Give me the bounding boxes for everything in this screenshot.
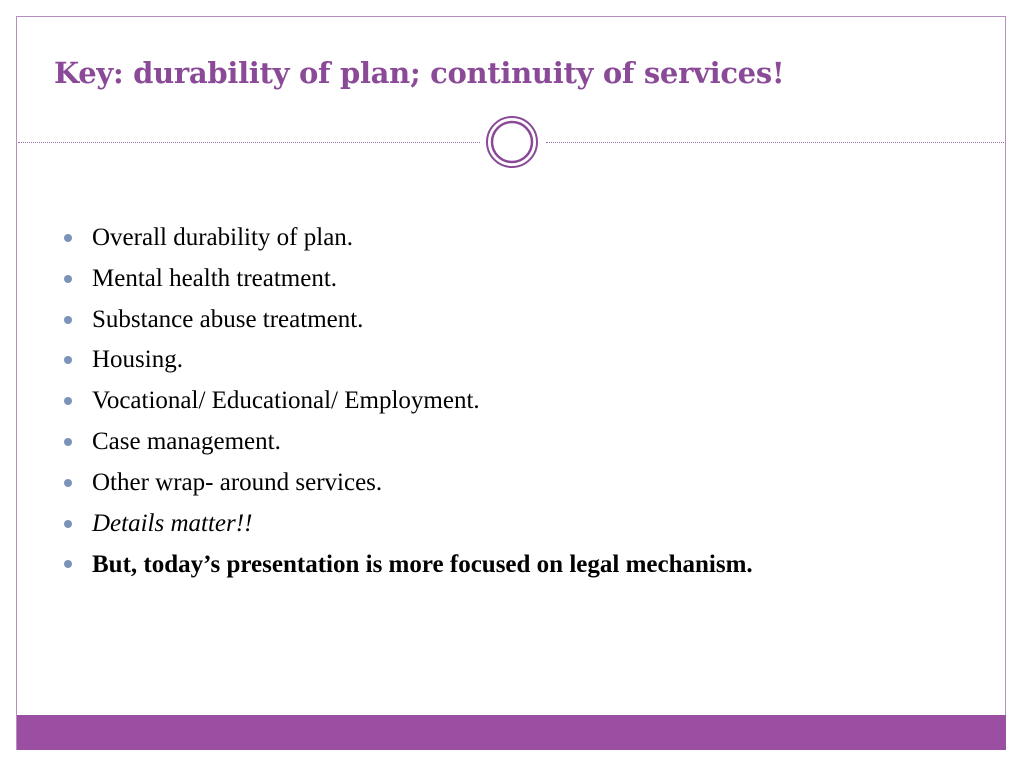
bullet-item <box>62 304 962 336</box>
bullet-text: Vocational/ Educational/ Employment. <box>92 387 480 415</box>
bullet-item <box>62 344 962 376</box>
bullet-dot-icon <box>64 316 72 324</box>
bullet-dot-icon <box>64 275 72 283</box>
bullet-text: Substance abuse treatment. <box>92 305 364 333</box>
bullet-text: Details matter!! <box>92 509 253 537</box>
bullet-text: Case management. <box>92 427 281 455</box>
bullet-text: Housing. <box>92 346 183 374</box>
bullet-dot-icon <box>64 479 72 487</box>
bullet-dot-icon <box>64 560 72 568</box>
bullet-dot-icon <box>64 438 72 446</box>
bullet-dot-icon <box>64 397 72 405</box>
bullet-dot-icon <box>64 234 72 242</box>
bullet-dot-icon <box>64 356 72 364</box>
bullet-text: But, today’s presentation is more focused on legal mechanism. <box>92 551 753 579</box>
bullet-item-emphasis <box>62 508 962 540</box>
bullet-item-key-point <box>62 548 962 582</box>
circle-ornament-icon <box>485 115 539 169</box>
title-divider-left <box>18 142 480 143</box>
bullet-text: Overall durability of plan. <box>92 224 354 251</box>
bullet-text: Mental health treatment. <box>92 264 338 292</box>
title-divider-right <box>546 142 1004 143</box>
bullet-dot-icon <box>64 520 72 528</box>
bullet-item <box>62 467 962 499</box>
bullet-item <box>62 222 962 254</box>
bullet-item <box>62 385 962 417</box>
footer-accent-bar <box>17 715 1006 750</box>
bullet-text: Other wrap- around services. <box>92 468 383 496</box>
bullet-item <box>62 426 962 458</box>
bullet-list <box>62 222 962 591</box>
bullet-item <box>62 263 962 295</box>
slide-title: Key: durability of plan; continuity of services! <box>54 56 785 90</box>
